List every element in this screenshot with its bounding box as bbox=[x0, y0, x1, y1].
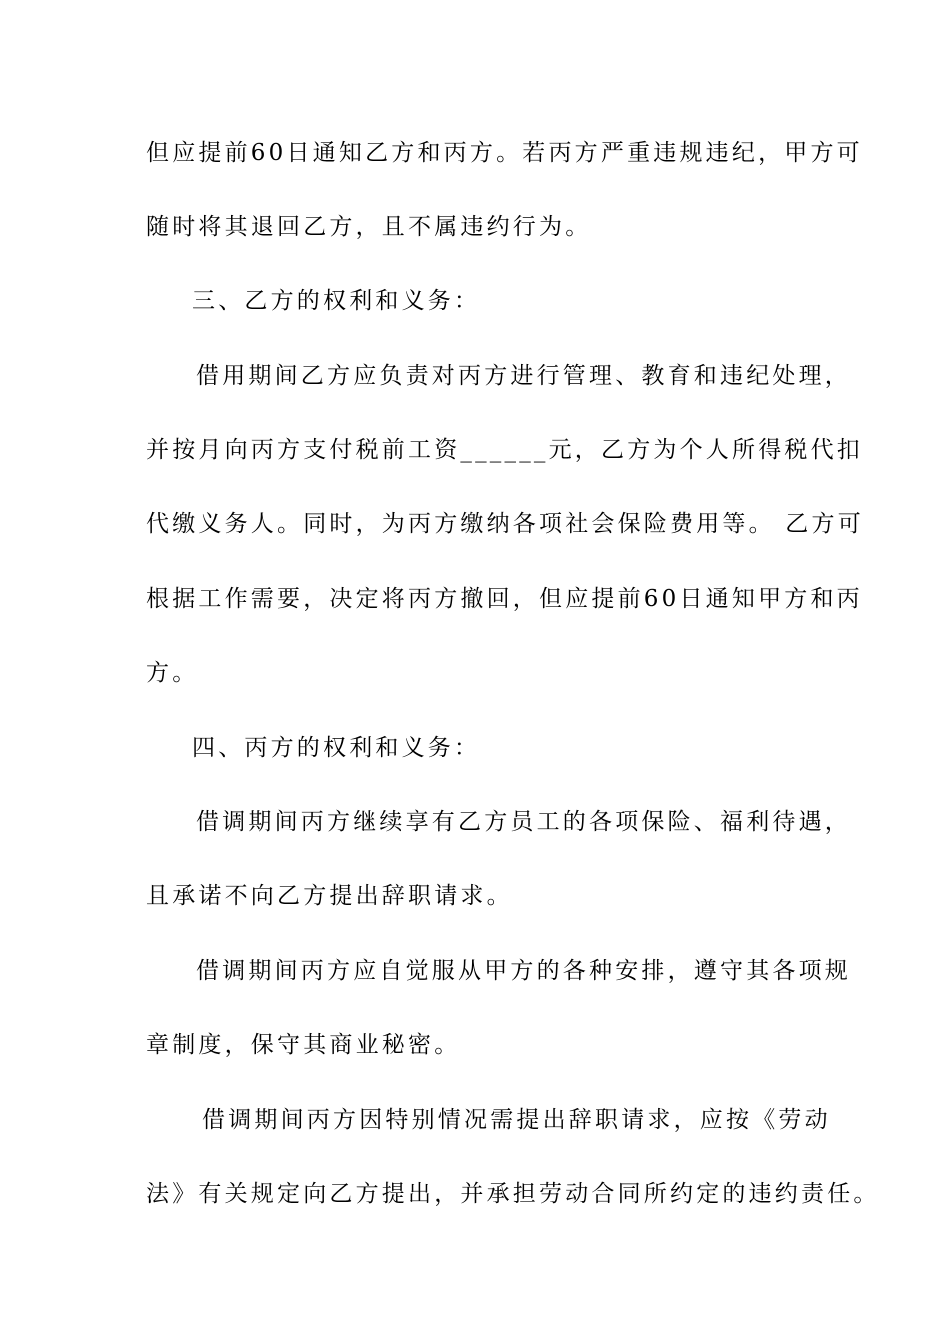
text-line: 并按月向丙方支付税前工资______元，乙方为个人所得税代扣 bbox=[146, 437, 863, 463]
text-line: 借调期间丙方应自觉服从甲方的各种安排，遵守其各项规 bbox=[196, 958, 851, 984]
section-heading-party-c: 四、丙方的权利和义务： bbox=[192, 735, 481, 761]
section-heading-party-b: 三、乙方的权利和义务： bbox=[192, 288, 481, 314]
text-line: 借调期间丙方因特别情况需提出辞职请求，应按《劳动 bbox=[202, 1107, 831, 1133]
text-line: 章制度，保守其商业秘密。 bbox=[146, 1032, 461, 1058]
text-line: 代缴义务人。同时，为丙方缴纳各项社会保险费用等。 乙方可 bbox=[146, 511, 864, 537]
text-line: 根据工作需要，决定将丙方撤回，但应提前60日通知甲方和丙 bbox=[146, 586, 863, 612]
text-line: 借用期间乙方应负责对丙方进行管理、教育和违纪处理， bbox=[196, 363, 851, 389]
text-line: 且承诺不向乙方提出辞职请求。 bbox=[146, 883, 513, 909]
text-line: 借调期间丙方继续享有乙方员工的各项保险、福利待遇， bbox=[196, 809, 851, 835]
text-line: 方。 bbox=[146, 660, 199, 686]
text-line: 随时将其退回乙方，且不属违约行为。 bbox=[146, 214, 592, 240]
text-line: 法》有关规定向乙方提出，并承担劳动合同所约定的违约责任。 bbox=[146, 1181, 880, 1207]
text-line: 但应提前60日通知乙方和丙方。若丙方严重违规违纪，甲方可 bbox=[146, 140, 863, 166]
